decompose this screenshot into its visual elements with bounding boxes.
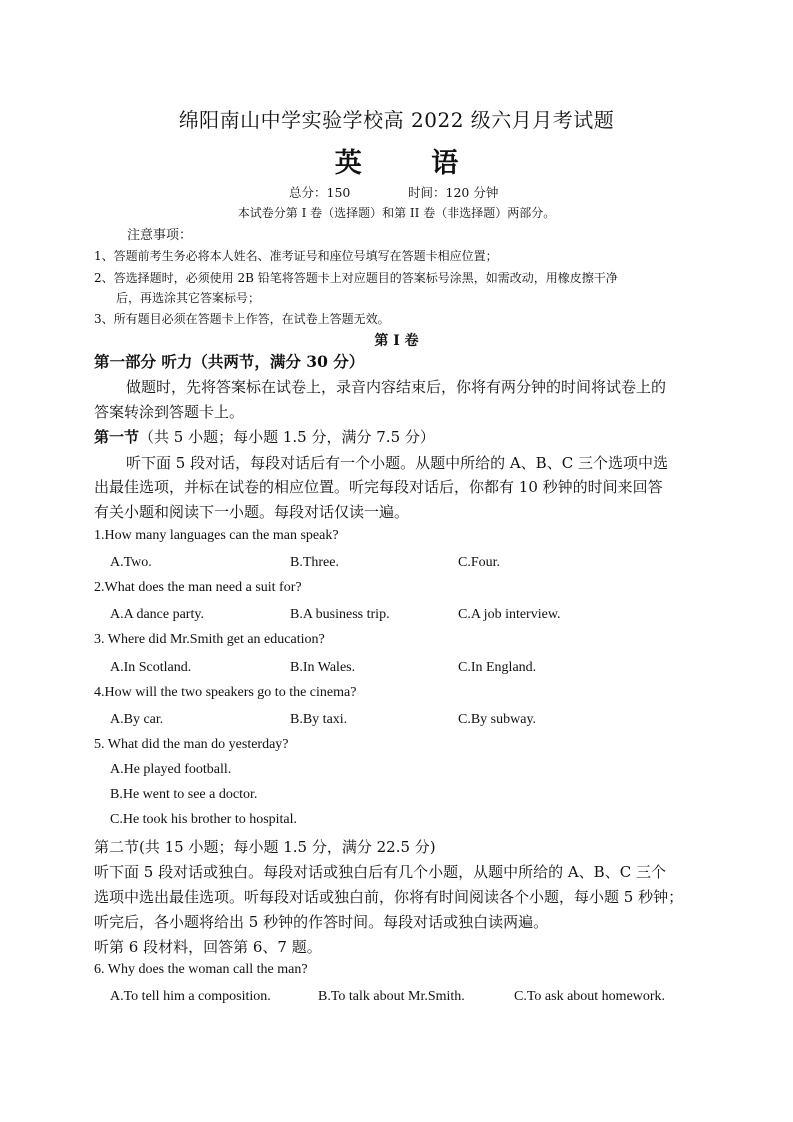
subject-title: 英 语 bbox=[334, 148, 489, 179]
question-5: 5. What did the man do yesterday? bbox=[94, 737, 289, 752]
section1-desc-line1: 听下面 5 段对话，每段对话后有一个小题。从题中所给的 A、B、C 三个选项中选 bbox=[126, 454, 668, 472]
q1-option-b: B.Three. bbox=[290, 555, 339, 570]
q1-option-a: A.Two. bbox=[110, 555, 152, 570]
question-2: 2.What does the man need a suit for? bbox=[94, 580, 302, 595]
q3-option-a: A.In Scotland. bbox=[110, 660, 192, 675]
note-2: 2、答选择题时，必须使用 2B 铅笔将答题卡上对应题目的答案标号涂黑，如需改动，用橡皮擦干净 bbox=[94, 271, 618, 285]
note-1: 1、答题前考生务必将本人姓名、准考证号和座位号填写在答题卡相应位置； bbox=[94, 249, 498, 263]
q5-option-b: B.He went to see a doctor. bbox=[110, 787, 258, 802]
section2-heading: 第二节(共 15 小题；每小题 1.5 分，满分 22.5 分) bbox=[94, 838, 436, 856]
section1-desc-line2: 出最佳选项，并标在试卷的相应位置。听完每段对话后，你都有 10 秒钟的时间来回答 bbox=[94, 478, 663, 496]
question-1: 1.How many languages can the man speak? bbox=[94, 528, 339, 543]
q3-option-c: C.In England. bbox=[458, 660, 537, 675]
total-score: 总分：150 bbox=[289, 185, 351, 200]
q3-option-b: B.In Wales. bbox=[290, 660, 356, 675]
section2-desc-line3: 听完后，各小题将给出 5 秒钟的作答时间。每段对话或独白读两遍。 bbox=[94, 913, 549, 931]
part1-heading: 第一部分 听力（共两节，满分 30 分） bbox=[94, 352, 365, 371]
q6-option-c: C.To ask about homework. bbox=[514, 989, 666, 1004]
notes-heading: 注意事项： bbox=[127, 228, 193, 243]
question-6: 6. Why does the woman call the man? bbox=[94, 962, 308, 977]
volume-heading: 第 I 卷 bbox=[374, 333, 419, 349]
q1-option-c: C.Four. bbox=[458, 555, 501, 570]
exam-title: 绵阳南山中学实验学校高 2022 级六月月考试题 bbox=[178, 108, 615, 132]
section1-desc-line3: 有关小题和阅读下一小题。每段对话仅读一遍。 bbox=[94, 503, 410, 521]
q4-option-b: B.By taxi. bbox=[290, 712, 348, 727]
q5-option-a: A.He played football. bbox=[110, 762, 232, 777]
q2-option-a: A.A dance party. bbox=[110, 607, 204, 622]
exam-intro: 本试卷分第 I 卷（选择题）和第 II 卷（非选择题）两部分。 bbox=[237, 206, 556, 220]
q2-option-b: B.A business trip. bbox=[290, 607, 390, 622]
question-3: 3. Where did Mr.Smith get an education? bbox=[94, 632, 325, 647]
q5-option-c: C.He took his brother to hospital. bbox=[110, 812, 298, 827]
note-3: 3、所有题目必须在答题卡上作答，在试卷上答题无效。 bbox=[94, 312, 390, 326]
section2-desc-line2: 选项中选出最佳选项。听每段对话或独白前，你将有时间阅读各个小题，每小题 5 秒钟； bbox=[94, 888, 684, 906]
section1-label: 第一节 bbox=[94, 428, 140, 446]
q2-option-c: C.A job interview. bbox=[458, 607, 561, 622]
q4-option-a: A.By car. bbox=[110, 712, 164, 727]
section1-heading-rest: （共 5 小题；每小题 1.5 分，满分 7.5 分） bbox=[139, 428, 435, 446]
exam-time: 时间：120 分钟 bbox=[408, 185, 499, 200]
question-4: 4.How will the two speakers go to the cinema? bbox=[94, 685, 357, 700]
note-2-cont: 后，再选涂其它答案标号； bbox=[116, 291, 261, 305]
section1-heading bbox=[94, 426, 435, 447]
section2-desc-line1: 听下面 5 段对话或独白。每段对话或独白后有几个小题，从题中所给的 A、B、C 三个 bbox=[94, 863, 666, 881]
material-6-instruction: 听第 6 段材料，回答第 6、7 题。 bbox=[94, 938, 322, 956]
part1-desc-line2: 答案转涂到答题卡上。 bbox=[94, 403, 245, 421]
part1-desc-line1: 做题时，先将答案标在试卷上，录音内容结束后，你将有两分钟的时间将试卷上的 bbox=[126, 378, 667, 396]
q6-option-b: B.To talk about Mr.Smith. bbox=[318, 989, 465, 1004]
q6-option-a: A.To tell him a composition. bbox=[110, 989, 271, 1004]
q4-option-c: C.By subway. bbox=[458, 712, 537, 727]
